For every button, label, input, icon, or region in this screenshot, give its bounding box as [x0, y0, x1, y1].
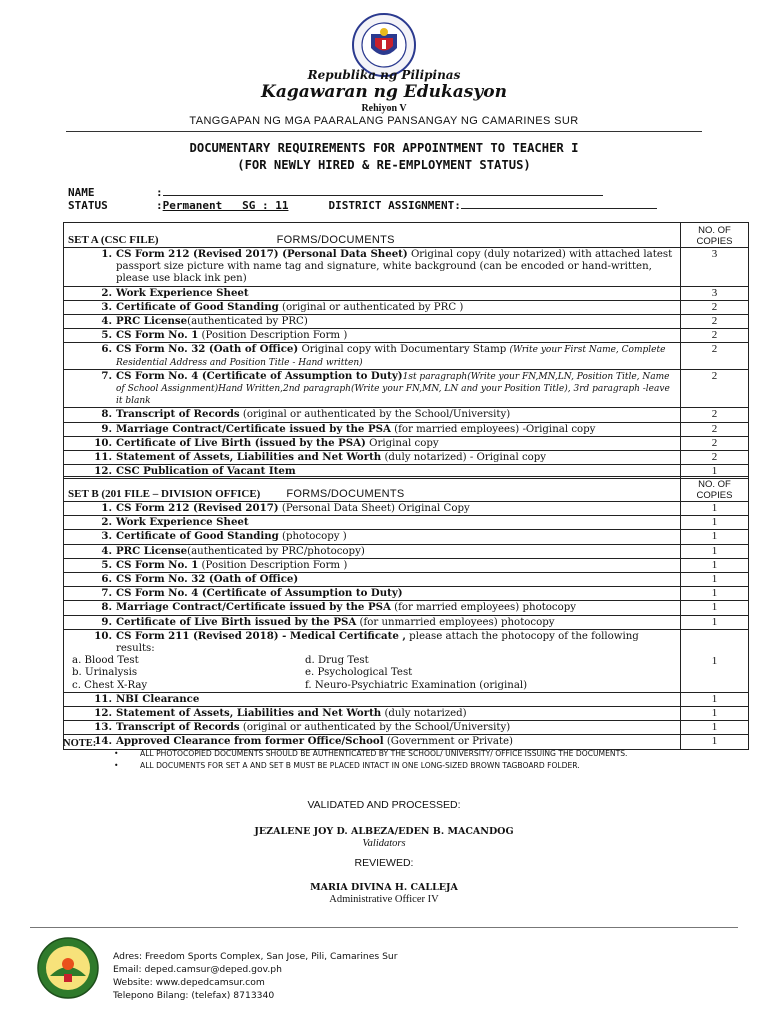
- copies-count: 2: [681, 329, 749, 343]
- set-a-forms-label: FORMS/DOCUMENTS: [276, 233, 395, 246]
- table-row: [64, 544, 749, 558]
- table-row: [64, 300, 749, 314]
- table-row: [64, 436, 749, 450]
- footer-email: Email: deped.camsur@deped.gov.ph: [113, 964, 282, 975]
- table-row: [64, 735, 749, 749]
- set-a-header-cell: [64, 223, 681, 248]
- item-number: 3.: [101, 300, 112, 313]
- item-instruction: (Write your First Name, Complete Residential Address and Position Title - Hand written): [116, 345, 666, 368]
- copies-count: 1: [681, 530, 749, 544]
- set-a-header-row: [64, 223, 749, 248]
- requirement-cell: [64, 329, 681, 343]
- item-number: 3.: [101, 530, 112, 543]
- item-number: 6.: [101, 573, 112, 586]
- table-row: [64, 721, 749, 735]
- set-b-heading: SET B (201 FILE – DIVISION OFFICE): [68, 487, 261, 500]
- table-row: [64, 369, 749, 408]
- requirement-cell: [64, 369, 681, 408]
- item-title: Statement of Assets, Liabilities and Net Worth: [116, 451, 382, 464]
- item-detail: (Position Description Form ): [198, 330, 348, 342]
- requirement-cell: [64, 315, 681, 329]
- table-row: [64, 573, 749, 587]
- item-detail: (authenticated by PRC): [187, 316, 308, 328]
- item-title: Statement of Assets, Liabilities and Net Worth: [116, 707, 382, 720]
- document-subtitle: (FOR NEWLY HIRED & RE-EMPLOYMENT STATUS): [237, 158, 531, 172]
- set-a-table: [63, 222, 749, 479]
- item-title: Certificate of Live Birth issued by the PSA: [116, 615, 357, 628]
- header-divider: [66, 131, 702, 132]
- copies-count: 3: [681, 286, 749, 300]
- item-instruction: 1st paragraph(Write your FN,MN,LN, Position Title, Name of School Assignment)Hand Written,2nd paragraph(Write your FN,MN, LN and your Position Title), 3rd paragraph -leave it blank: [116, 371, 670, 407]
- item-number: 8.: [101, 408, 112, 421]
- bullet-icon: •: [114, 761, 119, 771]
- item-number: 11.: [94, 692, 112, 705]
- item-number: 13.: [94, 721, 112, 734]
- medical-test-item: d. Drug Test: [305, 655, 369, 667]
- copies-count: 1: [681, 465, 749, 479]
- requirement-cell: [64, 516, 681, 530]
- region-name: Rehiyon V: [361, 103, 407, 114]
- medical-test-item: e. Psychological Test: [305, 667, 413, 679]
- item-number: 6.: [101, 343, 112, 356]
- copies-count: 2: [681, 300, 749, 314]
- requirement-cell: [64, 692, 681, 706]
- item-detail: (Position Description Form ): [198, 559, 348, 571]
- note-bullet: • ALL PHOTOCOPIED DOCUMENTS SHOULD BE AUTHENTICATED BY THE SCHOOL/ UNIVERSITY/ OFFICE ISSUING THE DOCUMENTS.: [114, 749, 628, 758]
- requirement-cell: [64, 343, 681, 369]
- item-number: 12.: [94, 707, 112, 720]
- set-b-header-cell: [64, 477, 681, 502]
- validators-role: Validators: [362, 838, 406, 849]
- copies-count: 1: [681, 721, 749, 735]
- district-label: DISTRICT ASSIGNMENT:: [328, 199, 461, 212]
- item-title: NBI Clearance: [116, 692, 200, 705]
- footer-phone: Telepono Bilang: (telefax) 8713340: [113, 990, 275, 1001]
- item-title: Marriage Contract/Certificate issued by the PSA: [116, 422, 391, 435]
- copies-count: 2: [681, 451, 749, 465]
- set-b-header-row: [64, 477, 749, 502]
- table-row: [64, 329, 749, 343]
- note-bullets: [114, 749, 710, 773]
- footer-website: Website: www.depedcamsur.com: [113, 977, 265, 988]
- item-number: 1.: [101, 248, 112, 260]
- copies-count: 1: [681, 558, 749, 572]
- district-input-line[interactable]: [461, 199, 657, 209]
- copies-count: 1: [681, 707, 749, 721]
- set-a-copies-header: NO. OF COPIES: [681, 223, 749, 248]
- item-number: 1.: [101, 502, 112, 514]
- requirement-cell: [64, 436, 681, 450]
- copies-count: 2: [681, 436, 749, 450]
- copies-count: 1: [681, 692, 749, 706]
- name-label: NAME: [68, 186, 95, 199]
- item-detail: (for unmarried employees) photocopy: [356, 616, 555, 628]
- medical-test-item: a. Blood Test: [72, 655, 139, 667]
- item-number: 2.: [101, 516, 112, 529]
- item-title: Work Experience Sheet: [116, 286, 249, 299]
- note-bullet: • ALL DOCUMENTS FOR SET A AND SET B MUST BE PLACED INTACT IN ONE LONG-SIZED BROWN TAGBOARD FOLDER.: [114, 761, 580, 771]
- copies-count: 3: [681, 248, 749, 287]
- item-detail: (Personal Data Sheet) Original Copy: [278, 503, 470, 514]
- table-row: [64, 422, 749, 436]
- validators-name: JEZALENE JOY D. ALBEZA/EDEN B. MACANDOG: [254, 826, 514, 837]
- item-title: Certificate of Live Birth (issued by the PSA): [116, 436, 366, 449]
- item-number: 10.: [94, 629, 112, 642]
- name-input-line[interactable]: [163, 186, 603, 196]
- medical-test-item: b. Urinalysis: [72, 667, 138, 679]
- item-detail: (authenticated by PRC/photocopy): [187, 545, 365, 557]
- item-title: Certificate of Good Standing: [116, 300, 279, 313]
- copies-count: 1: [681, 544, 749, 558]
- copies-count: 1: [681, 629, 749, 692]
- validated-label: VALIDATED AND PROCESSED:: [307, 799, 461, 811]
- set-b-table: [63, 476, 749, 750]
- item-title: CS Form No. 32 (Oath of Office): [116, 343, 299, 356]
- table-row: [64, 286, 749, 300]
- requirement-cell: [64, 721, 681, 735]
- copies-count: 2: [681, 422, 749, 436]
- set-b-forms-label: FORMS/DOCUMENTS: [286, 487, 405, 500]
- note-label: NOTE:: [63, 738, 97, 749]
- copies-count: 1: [681, 587, 749, 601]
- item-detail: (Government or Private): [383, 736, 514, 748]
- medical-test-item: f. Neuro-Psychiatric Examination (original): [305, 679, 528, 691]
- item-detail: (duly notarized) - Original copy: [381, 452, 547, 464]
- name-field-row: [68, 186, 603, 199]
- table-row: [64, 516, 749, 530]
- requirement-cell: [64, 530, 681, 544]
- requirement-cell: [64, 451, 681, 465]
- reviewer-name: MARIA DIVINA H. CALLEJA: [310, 882, 458, 893]
- set-a-heading: SET A (CSC FILE): [68, 233, 159, 246]
- footer-divider: [30, 927, 738, 928]
- item-number: 4.: [101, 544, 112, 557]
- status-value: Permanent SG : 11: [162, 199, 289, 212]
- table-row: [64, 558, 749, 572]
- item-detail: (duly notarized): [381, 708, 467, 720]
- requirement-cell: [64, 300, 681, 314]
- table-row: [64, 408, 749, 422]
- table-row: [64, 315, 749, 329]
- item-number: 5.: [101, 558, 112, 571]
- item-title: CS Form No. 1: [116, 558, 199, 571]
- table-row: [64, 343, 749, 369]
- requirement-cell: [64, 558, 681, 572]
- item-detail: (for married employees) photocopy: [390, 602, 577, 614]
- medical-test-item: c. Chest X-Ray: [72, 679, 148, 691]
- item-title: CS Form No. 4 (Certificate of Assumption to Duty): [116, 587, 403, 600]
- item-detail: (for married employees) -Original copy: [390, 423, 596, 435]
- department-name: Kagawaran ng Edukasyon: [261, 82, 507, 102]
- table-row: [64, 601, 749, 615]
- table-row: [64, 629, 749, 692]
- table-row: [64, 707, 749, 721]
- item-number: 2.: [101, 286, 112, 299]
- republic-name: Republika ng Pilipinas: [307, 68, 461, 82]
- requirement-cell: [64, 629, 681, 692]
- item-number: 12.: [94, 465, 112, 478]
- requirement-cell: [64, 587, 681, 601]
- item-title: PRC License: [116, 315, 188, 328]
- item-number: 4.: [101, 315, 112, 328]
- item-detail: Original copy (duly notarized) with attached latest passport size picture with name tag and signature, white background (can be encoded or hand-written, please use black ink pen): [116, 249, 673, 285]
- reviewer-role: Administrative Officer IV: [329, 894, 439, 905]
- table-row: [64, 615, 749, 629]
- item-title: CS Form 212 (Revised 2017): [116, 502, 279, 514]
- item-title: Marriage Contract/Certificate issued by the PSA: [116, 601, 391, 614]
- copies-count: 1: [681, 735, 749, 749]
- copies-count: 2: [681, 369, 749, 408]
- copies-count: 1: [681, 615, 749, 629]
- item-title: Certificate of Good Standing: [116, 530, 279, 543]
- requirement-cell: [64, 544, 681, 558]
- requirement-cell: [64, 248, 681, 287]
- requirement-cell: [64, 615, 681, 629]
- reviewed-label: REVIEWED:: [354, 857, 414, 869]
- requirement-cell: [64, 707, 681, 721]
- status-label: STATUS: [68, 199, 108, 212]
- table-row: [64, 530, 749, 544]
- copies-count: 2: [681, 343, 749, 369]
- item-title: Transcript of Records: [116, 408, 240, 421]
- medical-tests-list: [72, 655, 676, 692]
- item-detail: (photocopy ): [278, 531, 347, 543]
- office-name: TANGGAPAN NG MGA PAARALANG PANSANGAY NG CAMARINES SUR: [189, 115, 579, 127]
- status-field-row: [68, 199, 657, 212]
- table-row: [64, 451, 749, 465]
- copies-count: 2: [681, 315, 749, 329]
- status-colon: :: [156, 199, 163, 212]
- document-title: DOCUMENTARY REQUIREMENTS FOR APPOINTMENT TO TEACHER I: [189, 141, 579, 155]
- copies-count: 2: [681, 408, 749, 422]
- item-title: CS Form No. 1: [116, 329, 199, 342]
- item-number: 11.: [94, 451, 112, 464]
- item-title: CS Form No. 32 (Oath of Office): [116, 573, 299, 586]
- item-detail: (original or authenticated by the School/University): [239, 722, 511, 734]
- requirement-cell: [64, 502, 681, 516]
- item-title: CS Form 211 (Revised 2018) - Medical Certificate ,: [116, 629, 406, 642]
- item-detail: (original or authenticated by PRC ): [278, 301, 464, 313]
- copies-count: 1: [681, 573, 749, 587]
- set-b-copies-header: NO. OF COPIES: [681, 477, 749, 502]
- item-title: Work Experience Sheet: [116, 516, 249, 529]
- copies-count: 1: [681, 502, 749, 516]
- item-number: 10.: [94, 436, 112, 449]
- table-row: [64, 502, 749, 516]
- item-detail: please attach the photocopy of the following results:: [116, 630, 639, 655]
- copies-count: 1: [681, 516, 749, 530]
- requirement-cell: [64, 573, 681, 587]
- copies-count: 1: [681, 601, 749, 615]
- item-title: CS Form 212 (Revised 2017) (Personal Data Sheet): [116, 248, 408, 260]
- requirement-cell: [64, 408, 681, 422]
- footer-contact: [113, 950, 398, 1002]
- item-title: Transcript of Records: [116, 721, 240, 734]
- table-row: [64, 587, 749, 601]
- item-title: PRC License: [116, 544, 188, 557]
- item-number: 9.: [101, 422, 112, 435]
- division-seal-logo: [36, 936, 100, 1000]
- item-number: 9.: [101, 615, 112, 628]
- requirement-cell: [64, 286, 681, 300]
- name-colon: :: [156, 186, 163, 199]
- item-number: 7.: [101, 369, 112, 382]
- item-number: 5.: [101, 329, 112, 342]
- item-number: 7.: [101, 587, 112, 600]
- table-row: [64, 692, 749, 706]
- requirement-cell: [64, 601, 681, 615]
- item-detail: Original copy with Documentary Stamp: [298, 344, 510, 356]
- item-title: Approved Clearance from former Office/School: [116, 735, 384, 748]
- item-number: 8.: [101, 601, 112, 614]
- requirement-cell: [64, 735, 681, 749]
- item-title: CSC Publication of Vacant Item: [116, 465, 296, 478]
- requirement-cell: [64, 422, 681, 436]
- item-detail: (original or authenticated by the School/University): [239, 409, 511, 421]
- footer-address: Adres: Freedom Sports Complex, San Jose, Pili, Camarines Sur: [113, 951, 398, 962]
- bullet-icon: •: [114, 749, 119, 758]
- item-detail: Original copy: [365, 437, 439, 449]
- item-number: 14.: [94, 735, 112, 748]
- item-title: CS Form No. 4 (Certificate of Assumption to Duty): [116, 369, 403, 382]
- table-row: [64, 248, 749, 287]
